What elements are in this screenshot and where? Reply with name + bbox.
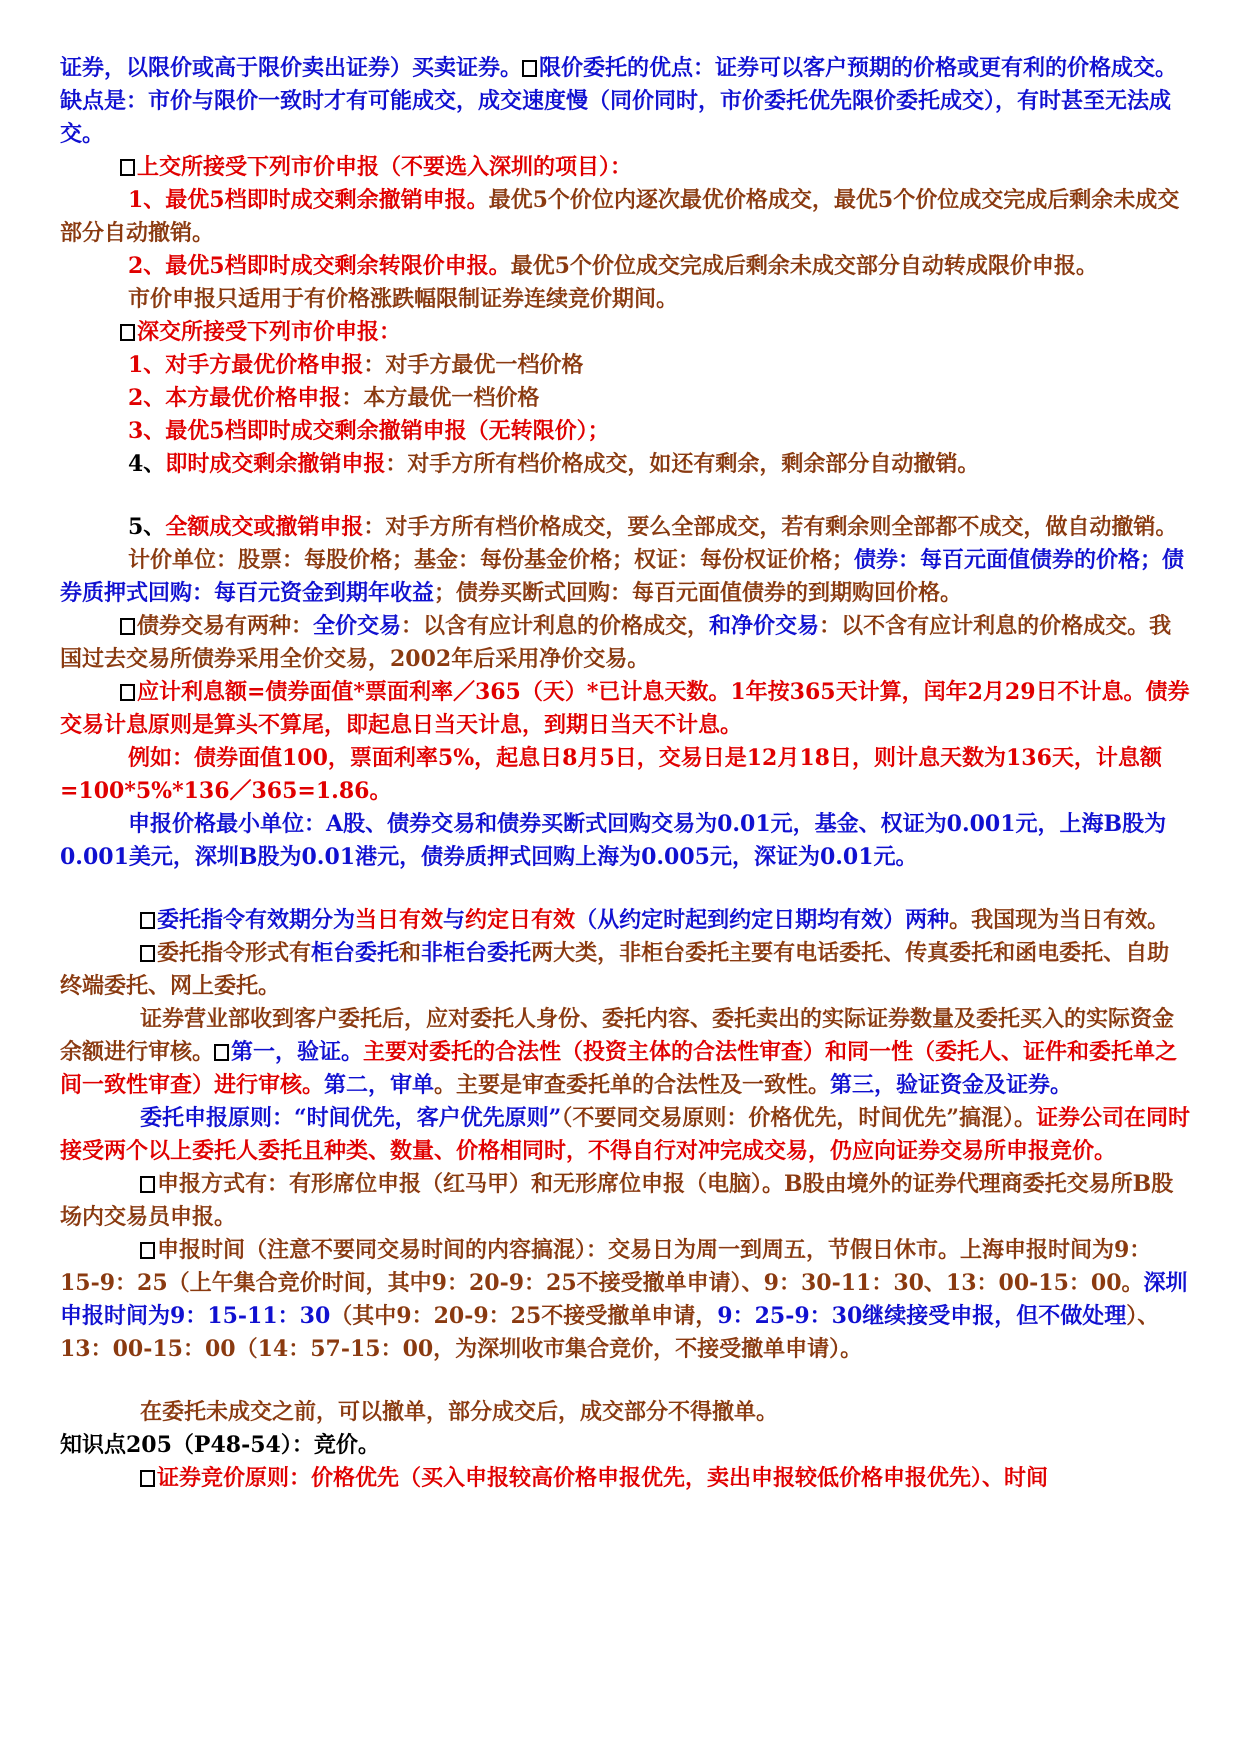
paragraph-declaration-time xyxy=(60,1234,1190,1366)
text-run: 委托指令有效期分为 xyxy=(157,907,356,933)
document-page xyxy=(60,52,1190,1495)
checkbox-icon xyxy=(522,60,537,77)
paragraph-szse-heading xyxy=(60,316,1190,349)
text-run: 。主要是审查委托单的合法性及一致性。 xyxy=(434,1072,831,1098)
paragraph-order-forms xyxy=(60,937,1190,1003)
text-run: 知识点205（P48-54）：竞价。 xyxy=(60,1432,380,1458)
text-run: （从约定时起到约定日期均有效）两种 xyxy=(575,907,950,933)
paragraph-szse-item-3 xyxy=(60,415,1190,448)
text-run: 两大类，非柜台委托主要有电话委托、传真委托和函电委托、自助终端委托、网上委托。 xyxy=(60,940,1170,999)
text-run: ：对手方最优一档价格 xyxy=(363,352,584,378)
checkbox-icon xyxy=(214,1044,229,1061)
checkbox-icon xyxy=(120,618,135,635)
text-run: 当日有效 xyxy=(355,907,444,933)
text-run: ：以含有应计利息的价格成交， xyxy=(401,613,710,639)
text-run: 全额成交或撤销申报 xyxy=(165,514,364,540)
paragraph-market-order-note xyxy=(60,283,1190,316)
text-run: 5、 xyxy=(128,514,166,540)
paragraph-order-review xyxy=(60,1003,1190,1102)
text-run: 全价交易 xyxy=(313,613,402,639)
text-run: 3、最优5档即时成交剩余撤销申报（无转限价）； xyxy=(128,418,610,444)
checkbox-icon xyxy=(120,159,135,176)
text-run: 。我国现为当日有效。 xyxy=(949,907,1170,933)
text-run: 上交所接受下列市价申报（不要选入深圳的项目）： xyxy=(137,154,633,180)
text-run: 4、 xyxy=(128,451,166,477)
paragraph-price-unit xyxy=(60,544,1190,610)
text-run: ：本方最优一档价格 xyxy=(341,385,540,411)
text-run: ）、13：00-15：00（14：57-15：00，为深圳收市集合竞价，不接受撤单申请）。 xyxy=(60,1303,1160,1362)
text-run: 1、对手方最优价格申报 xyxy=(128,352,364,378)
text-run: 1年按365天计算，闰年2月29日不计息。债券交易计息原则是算头不算尾，即起息日当天计息，到期日当天不计息。 xyxy=(60,679,1190,738)
paragraph-szse-item-4 xyxy=(60,448,1190,481)
text-run: 申报时间（注意不要同交易时间的内容搞混）：交易日为周一到周五，节假日休市。上海申报时间为9：15-9：25（上午集合竞价时间，其中9：20-9：25不接受撤单申请）、9：30-11：30、13：00-15：00。 xyxy=(60,1237,1152,1296)
text-run: ；债券买断式回购：每百元面值债券的到期购回价格。 xyxy=(434,580,963,606)
text-run: 证券公司在同时接受两个以上委托人委托且种类、数量、价格相同时，不得自行对冲完成交易，仍应向证券交易所申报竞价。 xyxy=(60,1105,1190,1164)
text-run: 9：25-9：30继续接受申报，但不做处理 xyxy=(717,1303,1127,1329)
checkbox-icon xyxy=(140,1176,155,1193)
paragraph-sse-item-1 xyxy=(60,184,1190,250)
paragraph-sse-heading xyxy=(60,151,1190,184)
text-run: 第一，验证。 xyxy=(231,1039,364,1065)
text-run: 最优5个价位内逐次最优价格成交，最优5个价位成交完成后剩余未成交部分自动撤销。 xyxy=(60,187,1180,246)
text-run: 在委托未成交之前，可以撤单，部分成交后，成交部分不得撤单。 xyxy=(140,1399,779,1425)
paragraph-szse-item-2 xyxy=(60,382,1190,415)
text-run: 证券营业部收到客户委托后，应对委托人身份、委托内容、委托卖出的实际证券数量及委托买入的实际资金余额进行审核。 xyxy=(60,1006,1175,1065)
paragraph-declaration-method xyxy=(60,1168,1190,1234)
text-run: 委托申报原则：“时间优先，客户优先原则” xyxy=(140,1105,562,1131)
text-run: 即时成交剩余撤销申报 xyxy=(165,451,386,477)
text-run: ：以不含有应计利息的价格成交。我国过去交易所债券采用全价交易，2002年后采用净价交易。 xyxy=(60,613,1172,672)
paragraph-min-price-unit xyxy=(60,808,1190,874)
text-run: 债券交易有两种： xyxy=(137,613,314,639)
text-run: 2、本方最优价格申报 xyxy=(128,385,342,411)
checkbox-icon xyxy=(140,945,155,962)
text-run: 申报价格最小单位：A股、债券交易和债券买断式回购交易为0.01元，基金、权证为0.001元，上海B股为0.001美元，深圳B股为0.01港元，债券质押式回购上海为0.005元，深证为0.01元。 xyxy=(60,811,1167,870)
text-run: 委托指令形式有 xyxy=(157,940,312,966)
text-run: 柜台委托 xyxy=(311,940,400,966)
text-run: 和 xyxy=(399,940,422,966)
text-run: 约定日有效 xyxy=(465,907,576,933)
text-run: 1、最优5档即时成交剩余撤销申报。 xyxy=(128,187,489,213)
paragraph-szse-item-5 xyxy=(60,511,1190,544)
text-run: 证券，以限价或高于限价卖出证券）买卖证券。 xyxy=(60,55,523,81)
text-run: 深圳申报时间为9：15-11：30 xyxy=(60,1270,1188,1329)
checkbox-icon xyxy=(120,324,135,341)
text-run: B股由境外的证券代理商委托交易所B股场内交易员申报。 xyxy=(60,1171,1174,1230)
checkbox-icon xyxy=(140,1242,155,1259)
paragraph-szse-item-1 xyxy=(60,349,1190,382)
blank-line xyxy=(60,1366,1190,1396)
text-run: 深交所接受下列市价申报： xyxy=(137,319,402,345)
text-run: 最优5个价位成交完成后剩余未成交部分自动转成限价申报。 xyxy=(510,253,1098,279)
text-run: ：对手方所有档价格成交，要么全部成交，若有剩余则全部都不成交，做自动撤销。 xyxy=(363,514,1178,540)
knowledge-point-heading xyxy=(60,1429,1190,1462)
paragraph-order-principle xyxy=(60,1102,1190,1168)
text-run: 计价单位：股票：每股价格；基金：每份基金价格；权证：每份权证价格； xyxy=(128,547,855,573)
checkbox-icon xyxy=(140,1470,155,1487)
text-run: 债券：每百元面值债券的价格；债券质押式回购：每百元资金到期年收益 xyxy=(60,547,1185,606)
text-run: （不要同交易原则：价格优先，时间优先”搞混）。 xyxy=(561,1105,1036,1131)
text-run: 应计利息额=债券面值*票面利率／365（天）*已计息天数。 xyxy=(137,679,731,705)
text-run: 例如：债券面值100，票面利率5%，起息日8月5日，交易日是12月18日，则计息天数为136天，计息额=100*5%*136／365=1.86。 xyxy=(60,745,1162,804)
paragraph-order-validity xyxy=(60,904,1190,937)
checkbox-icon xyxy=(140,912,155,929)
text-run: 非柜台委托 xyxy=(421,940,532,966)
text-run: 申报方式有：有形席位申报（红马甲）和无形席位申报（电脑）。 xyxy=(157,1171,785,1197)
checkbox-icon xyxy=(120,684,135,701)
text-run: 主要对委托的合法性（投资主体的合法性审查）和同一性（委托人、证件和委托单之间一致性审查）进行审核。 xyxy=(60,1039,1178,1098)
text-run: 与 xyxy=(443,907,466,933)
text-run: ：对手方所有档价格成交，如还有剩余，剩余部分自动撤销。 xyxy=(385,451,980,477)
text-run: 市价申报只适用于有价格涨跌幅限制证券连续竞价期间。 xyxy=(128,286,679,312)
paragraph-bond-trading xyxy=(60,610,1190,676)
text-run: 限价委托的优点：证券可以客户预期的价格或更有利的价格成交。缺点是：市价与限价一致时才有可能成交，成交速度慢（同价同时，市价委托优先限价委托成交），有时甚至无法成交。 xyxy=(60,55,1178,147)
text-run: （其中9：20-9：25不接受撤单申请， xyxy=(330,1303,718,1329)
text-run: 和净价交易 xyxy=(709,613,820,639)
paragraph-limit-order xyxy=(60,52,1190,151)
blank-line xyxy=(60,874,1190,904)
blank-line xyxy=(60,481,1190,511)
paragraph-interest-example xyxy=(60,742,1190,808)
text-run: 第二，审单 xyxy=(324,1072,435,1098)
text-run: 2、最优5档即时成交剩余转限价申报。 xyxy=(128,253,511,279)
paragraph-accrued-interest xyxy=(60,676,1190,742)
text-run: 证券竞价原则：价格优先（买入申报较高价格申报优先，卖出申报较低价格申报优先）、时间 xyxy=(157,1465,1049,1491)
text-run: 第三，验证资金及证券。 xyxy=(830,1072,1073,1098)
paragraph-bidding-principle xyxy=(60,1462,1190,1495)
paragraph-cancel-order xyxy=(60,1396,1190,1429)
paragraph-sse-item-2 xyxy=(60,250,1190,283)
